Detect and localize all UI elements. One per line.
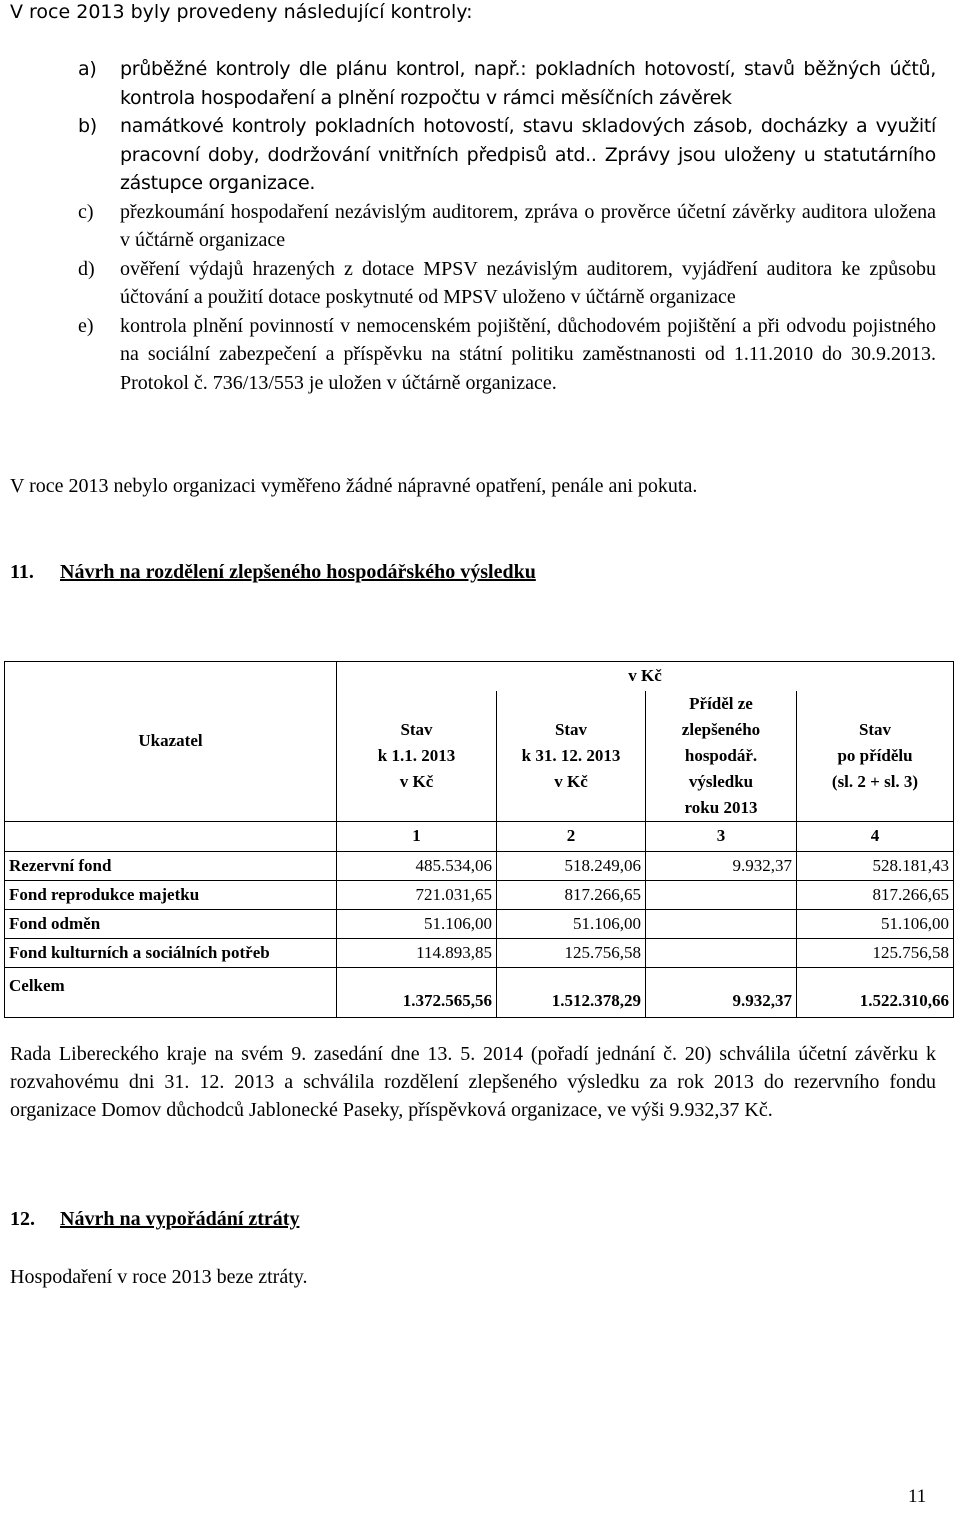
section-11-heading (10, 561, 536, 584)
list-item-text: ověření výdajů hrazených z dotace MPSV nezávislým auditorem, vyjádření auditora ke způsobu účtování a použití dotace poskytnuté od MPSV uloženo v účtárně organizace (120, 257, 936, 308)
table-row: Fond odměn 51.106,00 51.106,00 51.106,00 (5, 909, 954, 938)
table-total-row: Celkem 1.372.565,56 1.512.378,29 9.932,37 1.522.310,66 (5, 967, 954, 1017)
list-item-letter: c) (78, 200, 94, 223)
page-number: 11 (908, 1486, 927, 1507)
section-number: 12. (10, 1208, 35, 1230)
column-number: 4 (797, 821, 954, 851)
table-row: Rezervní fond 485.534,06 518.249,06 9.932,37 528.181,43 (5, 851, 954, 880)
section-number: 11. (10, 561, 34, 583)
list-item-letter: b) (78, 115, 97, 137)
list-item (78, 312, 936, 398)
column-number: 2 (497, 821, 646, 851)
list-item (78, 255, 936, 312)
section-title: Návrh na rozdělení zlepšeného hospodářského výsledku (60, 561, 536, 583)
column-number: 3 (646, 821, 797, 851)
penalty-note: V roce 2013 nebylo organizaci vyměřeno žádné nápravné opatření, penále ani pokuta. (10, 475, 698, 497)
list-item-text: namátkové kontroly pokladních hotovostí, stavu skladových zásob, docházky a využití pracovní doby, dodržování vnitřních předpisů atd.. Zprávy jsou uloženy u statutárního zástupce organizace. (120, 115, 936, 194)
header-col-3: Příděl ze zlepšeného hospodář. výsledku roku 2013 (646, 691, 797, 822)
section-12-text: Hospodaření v roce 2013 beze ztráty. (10, 1266, 308, 1288)
controls-list (78, 55, 936, 397)
table-row: Fond reprodukce majetku 721.031,65 817.266,65 817.266,65 (5, 880, 954, 909)
table-row: Fond kulturních a sociálních potřeb 114.893,85 125.756,58 125.756,58 (5, 938, 954, 967)
number-cell-empty (5, 821, 337, 851)
list-item-text: přezkoumání hospodaření nezávislým auditorem, zpráva o prověrce účetní závěrky auditora uložena v účtárně organizace (120, 200, 936, 251)
list-item-text: průběžné kontroly dle plánu kontrol, např.: pokladních hotovostí, stavů běžných účtů, kontrola hospodaření a plnění rozpočtu v rámci měsíčních závěrek (120, 58, 936, 109)
header-col-2: Stav k 31. 12. 2013 v Kč (497, 691, 646, 822)
list-item-text: kontrola plnění povinností v nemocenském pojištění, důchodovém pojištění a při odvodu pojistného na sociální zabezpečení a příspěvku na státní politiku zaměstnanosti od 1.11.2010 do 30.9.2013. Protokol č. 736/13/553 je uložen v účtárně organizace. (120, 314, 936, 394)
result-distribution-table (4, 661, 954, 1018)
column-number: 1 (337, 821, 497, 851)
section-title: Návrh na vypořádání ztráty (60, 1208, 300, 1230)
header-unit: v Kč (337, 662, 954, 691)
list-item-letter: a) (78, 58, 97, 80)
list-item-letter: e) (78, 314, 94, 337)
approval-paragraph: Rada Libereckého kraje na svém 9. zasedání dne 13. 5. 2014 (pořadí jednání č. 20) schválila účetní závěrku k rozvahovému dni 31. 12. 2013 a schválila rozdělení zlepšeného výsledku za rok 2013 do rezervního fondu organizace Domov důchodců Jablonecké Paseky, příspěvková organizace, ve výši 9.932,37 Kč. (10, 1043, 936, 1121)
intro-text: V roce 2013 byly provedeny následující kontroly: (10, 1, 473, 23)
list-item (78, 55, 936, 112)
header-col-4: Stav po přídělu (sl. 2 + sl. 3) (797, 691, 954, 822)
header-col-1: Stav k 1.1. 2013 v Kč (337, 691, 497, 822)
list-item (78, 112, 936, 198)
list-item (78, 198, 936, 255)
section-12-heading (10, 1208, 299, 1231)
header-ukazatel: Ukazatel (5, 662, 337, 822)
list-item-letter: d) (78, 257, 95, 280)
